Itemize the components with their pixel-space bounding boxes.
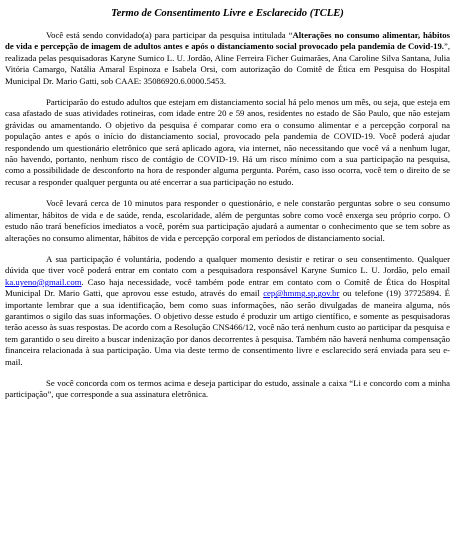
researcher-email-link[interactable]: ka.uyeno@gmail.com [5, 276, 82, 287]
paragraph-agreement: Se você concorda com os termos acima e deseja participar do estudo, assinale a caixa “Li e concordo com a minha participação”, que corresponde a sua assinatura eletrônica. [5, 377, 450, 400]
voluntary-text-3: ou telefone (19) 37725894. É importante lembrar que a sua identificação, bem como suas informações, não serão divulgadas de maneira alguma, nós garantimos o sigilo das suas informações. O objetivo desse estudo é produzir um artigo científico, e somente as pesquisadoras terão acesso às suas respostas. De acordo com a Resolução CNS466/12, você não terá nenhum custo ao participar da pesquisa e tem garantido o seu direito a buscar indenização por danos decorrentes à pesquisa. Também não haverá nenhuma compensação financeira relacionada à sua participação. Uma via deste termo de consentimento livre e esclarecido será enviada para seu e-mail. [5, 288, 450, 367]
voluntary-text-1: A sua participação é voluntária, podendo a qualquer momento desistir e retirar o seu consentimento. Qualquer dúvida que tiver você poderá entrar em contato com a pesquisadora responsável Karyne Sumico L. U. Jordão, pelo email [5, 253, 450, 276]
invitation-intro: Você está sendo convidado(a) para participar da pesquisa intitulada “ [46, 30, 293, 40]
paragraph-invitation [5, 30, 450, 87]
document-title: Termo de Consentimento Livre e Esclarecido (TCLE) [111, 8, 344, 19]
study-title: Alterações no consumo alimentar, hábitos de vida e percepção de imagem de adultos antes e após o distanciamento social provocado pela pandemia de Covid-19. [5, 30, 450, 52]
paragraph-procedure: Você levará cerca de 10 minutos para responder o questionário, e nele constarão perguntas sobre o seu consumo alimentar, hábitos de vida e de saúde, renda, escolaridade, além de perguntas sobre como você enxerga seu próprio corpo. O estudo não trará benefícios imediatos a você, porém sua participação ajudará a aumentar o conhecimento que se tem sobre as alterações no consumo alimentar, hábitos de vida e percepção corporal em períodos de distanciamento social. [5, 198, 450, 243]
paragraph-voluntary [5, 254, 450, 368]
ethics-committee-email-link[interactable]: cep@hmmg.sp.gov.br [263, 288, 340, 299]
voluntary-text-2: . Caso haja necessidade, você também pode entrar em contato com o Comitê de Ética do Hospital Municipal Dr. Mario Gatti, que aprovou esse estudo, através do email [5, 276, 450, 299]
paragraph-participants: Participarão do estudo adultos que estejam em distanciamento social há pelo menos um mês, ou seja, que esteja em casa afastado de suas atividades rotineiras, com idade entre 20 e 59 anos, residentes no estado de São Paulo, que não estejam grávidas ou amamentando. O objetivo da pesquisa é comparar como era o consumo alimentar e a percepção corporal na população antes e após o início do distanciamento social, provocado pela pandemia de COVID-19. Você poderá ajudar respondendo um questionário eletrônico que será aplicado agora, via internet, não necessitando que você vá a nenhum lugar, não havendo, portanto, nenhum risco de contágio de COVID-19. Há um risco mínimo com a sua participação na pesquisa, como a possibilidade de desconforto na hora de responder alguma pergunta. Porém, caso isso ocorra, você tem o direito de se recusar a responder qualquer pergunta ou até encerrar a sua participação no estudo. [5, 97, 450, 187]
invitation-details: ”, realizada pelas pesquisadoras Karyne Sumico L. U. Jordão, Aline Ferreira Ficher Guimarães, Ana Caroline Silva Santana, Julia Vitória Camargo, Natália Amaral Espinoza e Isabela Orsi, com autorização do Comitê de Ética em Pesquisa do Hospital Municipal Dr. Mario Gatti, sob CAAE: 35086920.6.0000.5453. [5, 41, 450, 86]
